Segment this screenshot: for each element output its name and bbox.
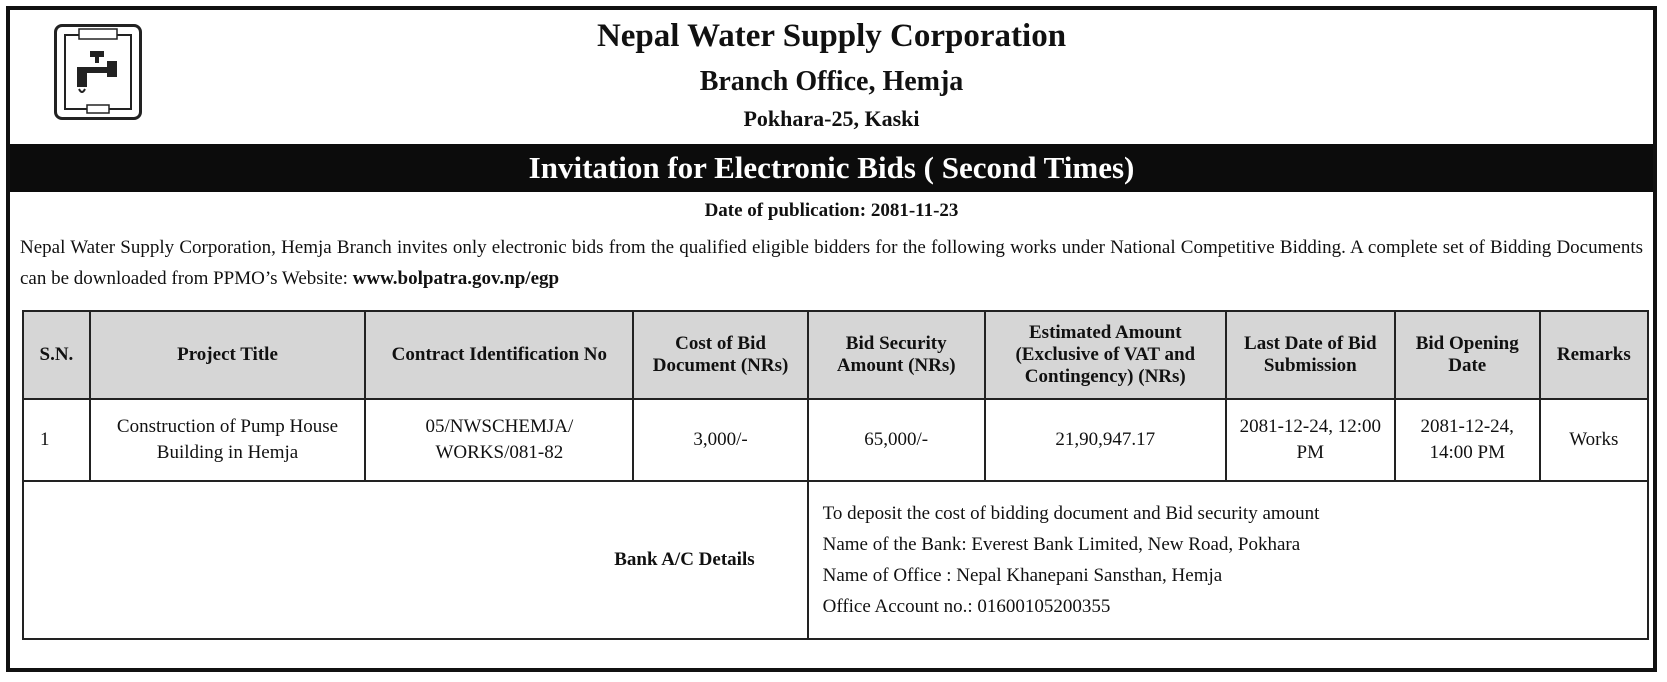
header-contract-id: Contract Identification No [365,311,633,399]
intro-paragraph [20,232,1643,294]
header-last-date: Last Date of Bid Submission [1226,311,1395,399]
header-remarks: Remarks [1540,311,1648,399]
cell-cost: 3,000/- [633,399,807,481]
cell-opening-date: 2081-12-24, 14:00 PM [1395,399,1540,481]
office-address: Pokhara-25, Kaski [743,106,920,131]
bank-label: Bank A/C Details [23,481,808,639]
cell-contract-id: 05/NWSCHEMJA/ WORKS/081-82 [365,399,633,481]
cell-remarks: Works [1540,399,1648,481]
bank-line-deposit: To deposit the cost of bidding document and Bid security amount [822,503,1320,524]
bank-details [808,481,1648,639]
cell-last-date: 2081-12-24, 12:00 PM [1226,399,1395,481]
header-security: Bid Security Amount (NRs) [808,311,985,399]
table-row [23,399,1648,481]
cell-project-title: Construction of Pump House Building in Hemja [90,399,365,481]
invitation-banner: Invitation for Electronic Bids ( Second Times) [10,144,1653,192]
cell-security: 65,000/- [808,399,985,481]
header-cost: Cost of Bid Document (NRs) [633,311,807,399]
bank-line-office-name: Name of Office : Nepal Khanepani Sansthan, Hemja [822,565,1223,586]
cell-estimated: 21,90,947.17 [985,399,1226,481]
publication-date: Date of publication: 2081-11-23 [704,200,959,221]
bid-table [22,310,1649,640]
page-title: Nepal Water Supply Corporation [596,18,1067,54]
bank-row [23,481,1648,639]
header-estimated: Estimated Amount (Exclusive of VAT and Contingency) (NRs) [985,311,1226,399]
bank-line-account-no: Office Account no.: 01600105200355 [822,596,1111,617]
notice-frame [6,6,1657,672]
header-opening-date: Bid Opening Date [1395,311,1540,399]
cell-sn: 1 [23,399,90,481]
branch-office: Branch Office, Hemja [699,66,964,97]
header-sn: S.N. [23,311,90,399]
intro-text: Nepal Water Supply Corporation, Hemja Branch invites only electronic bids from the qualified eligible bidders for the following works under National Competitive Bidding. A complete set of Bidding Documents can be downloaded from PPMO’s Website: [20,237,1643,289]
website-link[interactable]: www.bolpatra.gov.np/egp [352,268,560,289]
header-project-title: Project Title [90,311,365,399]
notice-header [10,10,1653,146]
bank-line-bank-name: Name of the Bank: Everest Bank Limited, New Road, Pokhara [822,534,1301,555]
table-header-row [23,311,1648,399]
